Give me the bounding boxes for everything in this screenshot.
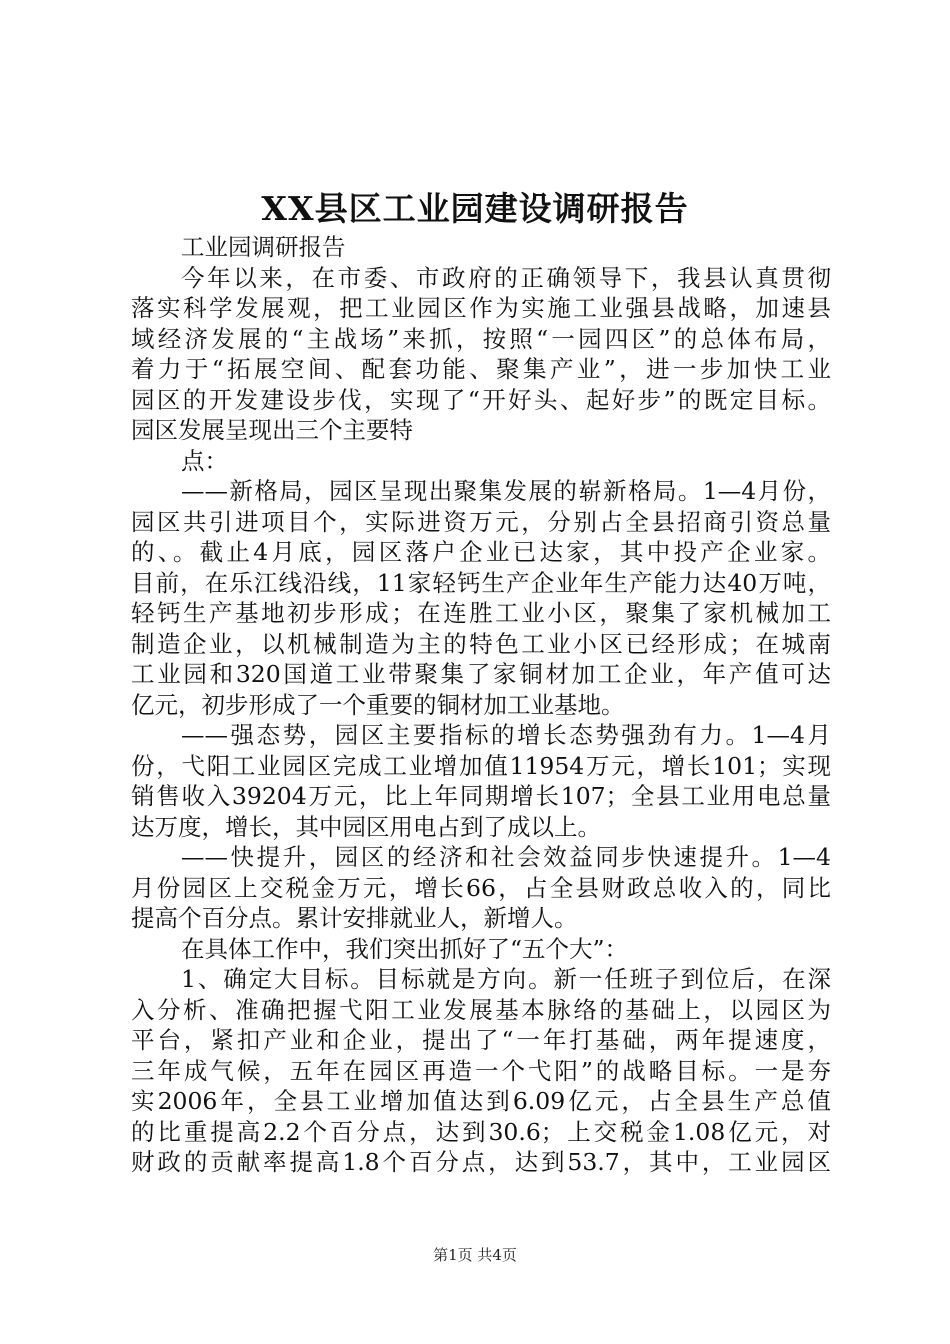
text-line: 达万度，增长，其中园区用电占到了成以上。 (131, 812, 601, 841)
text-line: 的、。截止4月底，园区落户企业已达家，其中投产企业家。 (131, 538, 831, 566)
text-line: ——强态势，园区主要指标的增长态势强劲有力。1—4月 (181, 721, 831, 749)
text-line: 工业园调研报告 (181, 233, 346, 261)
text-line: 销售收入39204万元，比上年同期增长107；全县工业用电总量 (131, 782, 831, 810)
text-line: 三年成气候，五年在园区再造一个弋阳”的战略目标。一是夯 (131, 1056, 831, 1085)
text-line: 园区共引进项目个，实际进资万元，分别占全县招商引资总量 (131, 507, 831, 536)
text-line: 域经济发展的“主战场”来抓，按照“一园四区”的总体布局， (131, 324, 831, 353)
text-line: 落实科学发展观，把工业园区作为实施工业强县战略，加速县 (131, 294, 831, 322)
text-line: 财政的贡献率提高1.8个百分点，达到53.7，其中，工业园区 (131, 1148, 831, 1176)
text-line: 亿元，初步形成了一个重要的铜材加工业基地。 (131, 690, 625, 719)
text-line: ——快提升，园区的经济和社会效益同步快速提升。1—4 (181, 843, 831, 871)
text-line: 今年以来，在市委、市政府的正确领导下，我县认真贯彻 (181, 263, 831, 292)
text-line: 着力于“拓展空间、配套功能、聚集产业”，进一步加快工业 (131, 355, 831, 383)
text-line: 月份园区上交税金万元，增长66，占全县财政总收入的，同比 (131, 873, 831, 902)
text-line: 轻钙生产基地初步形成；在连胜工业小区，聚集了家机械加工 (131, 599, 831, 627)
text-line: 入分析、准确把握弋阳工业发展基本脉络的基础上，以园区为 (131, 995, 831, 1024)
page-footer: 第1页 共4页 (433, 1246, 517, 1264)
text-line: 园区的开发建设步伐，实现了“开好头、起好步”的既定目标。 (131, 385, 831, 414)
text-line: ——新格局，园区呈现出聚集发展的崭新格局。1—4月份， (181, 477, 831, 505)
document-body (131, 232, 831, 1178)
text-line: 工业园和320国道工业带聚集了家铜材加工企业，年产值可达 (131, 660, 831, 688)
document-title: XX县区工业园建设调研报告 (261, 189, 689, 228)
text-line: 实2006年，全县工业增加值达到6.09亿元，占全县生产总值 (131, 1087, 831, 1115)
text-line: 点： (181, 446, 228, 475)
text-line: 园区发展呈现出三个主要特 (131, 416, 413, 444)
text-line: 份，弋阳工业园区完成工业增加值11954万元，增长101；实现 (131, 751, 831, 780)
text-line: 在具体工作中，我们突出抓好了“五个大”： (181, 934, 629, 963)
text-line: 制造企业，以机械制造为主的特色工业小区已经形成；在城南 (131, 629, 831, 658)
text-line: 平台，紧扣产业和企业，提出了“一年打基础，两年提速度， (131, 1026, 831, 1054)
text-line: 的比重提高2.2个百分点，达到30.6；上交税金1.08亿元，对 (131, 1117, 831, 1146)
text-line: 目前，在乐江线沿线，11家轻钙生产企业年生产能力达40万吨， (131, 568, 831, 597)
text-line: 提高个百分点。累计安排就业人，新增人。 (131, 904, 578, 932)
text-line: 1、确定大目标。目标就是方向。新一任班子到位后，在深 (181, 965, 831, 993)
